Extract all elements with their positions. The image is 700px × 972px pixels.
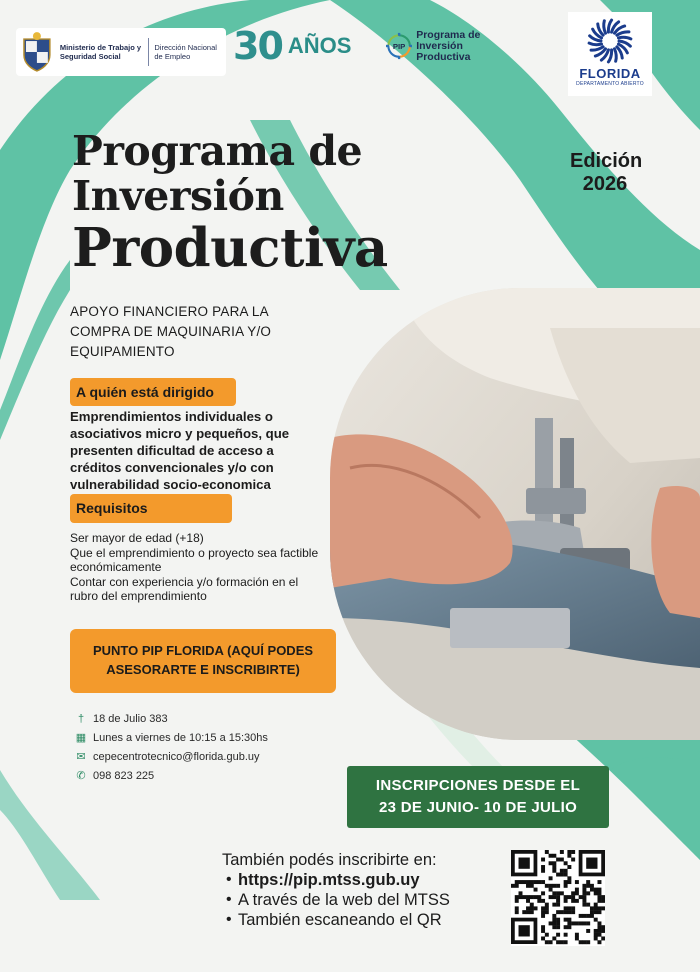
mtss-logo xyxy=(16,28,226,76)
edition-year: 2026 xyxy=(582,173,628,195)
uruguay-seal-icon xyxy=(20,31,54,73)
target-text: Emprendimientos individuales o asociativos micro y pequeños, que presenten dificultad de acceso a créditos convencionales y/o con vulnerabilidad socio-economica xyxy=(70,409,290,492)
main-title xyxy=(72,128,482,278)
calendar-icon: ▦ xyxy=(75,732,87,744)
florida-subtitle: DEPARTAMENTO ABIERTO xyxy=(576,81,644,87)
florida-logo xyxy=(568,12,652,96)
edition-word: Edición xyxy=(570,150,643,172)
whatsapp-icon: ✆ xyxy=(76,770,86,782)
also-item-text: También escaneando el QR xyxy=(238,911,442,929)
requirement-item: Que el emprendimiento o proyecto sea factible económicamente xyxy=(70,545,319,574)
location-pin-icon: † xyxy=(77,712,85,725)
sun-icon xyxy=(587,18,633,64)
punto-pip-banner: PUNTO PIP FLORIDA (AQUÍ PODES ASESORARTE E INSCRIBIRTE) xyxy=(70,629,336,693)
contact-hours xyxy=(74,728,324,747)
contact-info xyxy=(74,709,324,785)
header-logos xyxy=(0,0,700,100)
bullet-icon: • xyxy=(226,891,232,908)
pip-logo-name: Programa de Inversión Productiva xyxy=(416,28,481,63)
department-name: Dirección Nacional de Empleo xyxy=(154,43,217,61)
target-heading: A quién está dirigido xyxy=(70,378,236,406)
requirements-list xyxy=(70,531,320,604)
qr-code-icon[interactable] xyxy=(511,850,605,946)
phone-text[interactable]: 098 823 225 xyxy=(93,769,155,782)
gear-icon xyxy=(386,24,412,68)
anniversary-number: 30 xyxy=(233,24,282,68)
inscriptions-line-1: INSCRIPCIONES DESDE EL xyxy=(375,777,581,794)
also-register xyxy=(222,850,512,930)
logo-divider xyxy=(148,38,149,66)
also-item[interactable] xyxy=(222,870,512,890)
bullet-icon: • xyxy=(226,911,232,928)
pip-logo xyxy=(386,22,518,70)
registration-url-link[interactable]: https://pip.mtss.gub.uy xyxy=(238,871,420,889)
also-item xyxy=(222,890,512,910)
contact-email[interactable] xyxy=(74,747,324,766)
subtitle: APOYO FINANCIERO PARA LA COMPRA DE MAQUINARIA Y/O EQUIPAMIENTO xyxy=(70,304,272,359)
ministry-name: Ministerio de Trabajo y Seguridad Social xyxy=(59,43,142,61)
title-line-1: Programa de xyxy=(72,127,363,175)
hours-text: Lunes a viernes de 10:15 a 15:30hs xyxy=(93,731,268,744)
email-icon: ✉ xyxy=(76,751,86,763)
anniversary-logo xyxy=(233,22,383,70)
inscriptions-line-2: 23 DE JUNIO- 10 DE JULIO xyxy=(378,799,578,816)
requirements-heading: Requisitos xyxy=(70,494,232,523)
pip-logo-text: PIP xyxy=(392,41,406,51)
title-line-3: Productiva xyxy=(72,217,388,279)
requirement-item: Contar con experiencia y/o formación en el rubro del emprendimiento xyxy=(70,574,299,603)
also-item xyxy=(222,910,512,930)
edition-label xyxy=(570,150,643,196)
title-line-2: Inversión xyxy=(72,172,284,220)
sewing-machine-photo xyxy=(330,288,700,740)
inscriptions-banner xyxy=(347,766,609,828)
requirement-item: Ser mayor de edad (+18) xyxy=(70,531,204,545)
also-heading: También podés inscribirte en: xyxy=(222,851,437,869)
contact-phone[interactable] xyxy=(74,766,324,785)
bullet-icon: • xyxy=(226,871,232,888)
email-text[interactable]: cepecentrotecnico@florida.gub.uy xyxy=(93,750,260,763)
also-item-text: A través de la web del MTSS xyxy=(238,891,450,909)
contact-address xyxy=(74,709,324,728)
florida-name: FLORIDA xyxy=(579,66,641,81)
address-text: 18 de Julio 383 xyxy=(93,712,168,725)
anniversary-label: AÑOS xyxy=(287,33,352,58)
